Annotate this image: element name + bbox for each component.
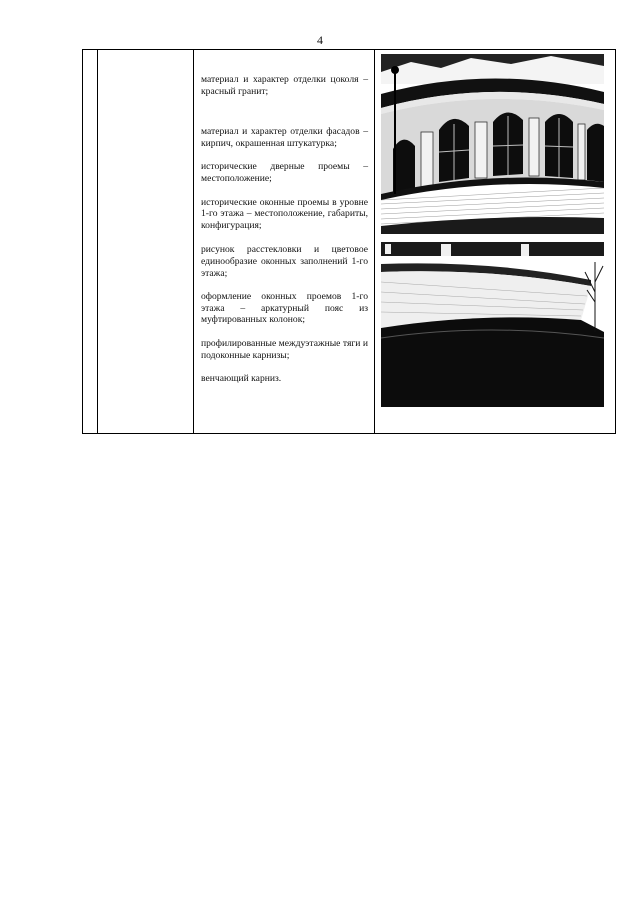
feature-item: материал и характер отделки фасадов – кирпич, окрашенная штукатурка; <box>201 126 368 149</box>
index-cell <box>83 50 98 434</box>
feature-item: материал и характер отделки цоколя – красный гранит; <box>201 74 368 97</box>
facade-photo-top <box>381 54 604 234</box>
feature-item: профилированные междуэтажные тяги и подоконные карнизы; <box>201 337 368 361</box>
feature-item: оформление оконных проемов 1-го этажа – аркатурный пояс из муфтированных колонок; <box>201 291 368 326</box>
table-row <box>83 50 616 434</box>
facade-photo-bottom <box>381 242 604 407</box>
protected-features-table <box>82 49 616 434</box>
features-list <box>194 50 374 385</box>
feature-item: исторические дверные проемы – местоположение; <box>201 161 368 184</box>
page-number: 4 <box>317 33 323 47</box>
name-cell <box>98 50 194 434</box>
features-cell <box>194 50 375 434</box>
feature-item: рисунок расстекловки и цветовое единообразие оконных заполнений 1-го этажа; <box>201 244 368 279</box>
photos-cell <box>375 50 616 434</box>
feature-item: исторические оконные проемы в уровне 1-го этажа – местоположение, габариты, конфигурация; <box>201 196 368 231</box>
feature-item: венчающий карниз. <box>201 373 282 385</box>
